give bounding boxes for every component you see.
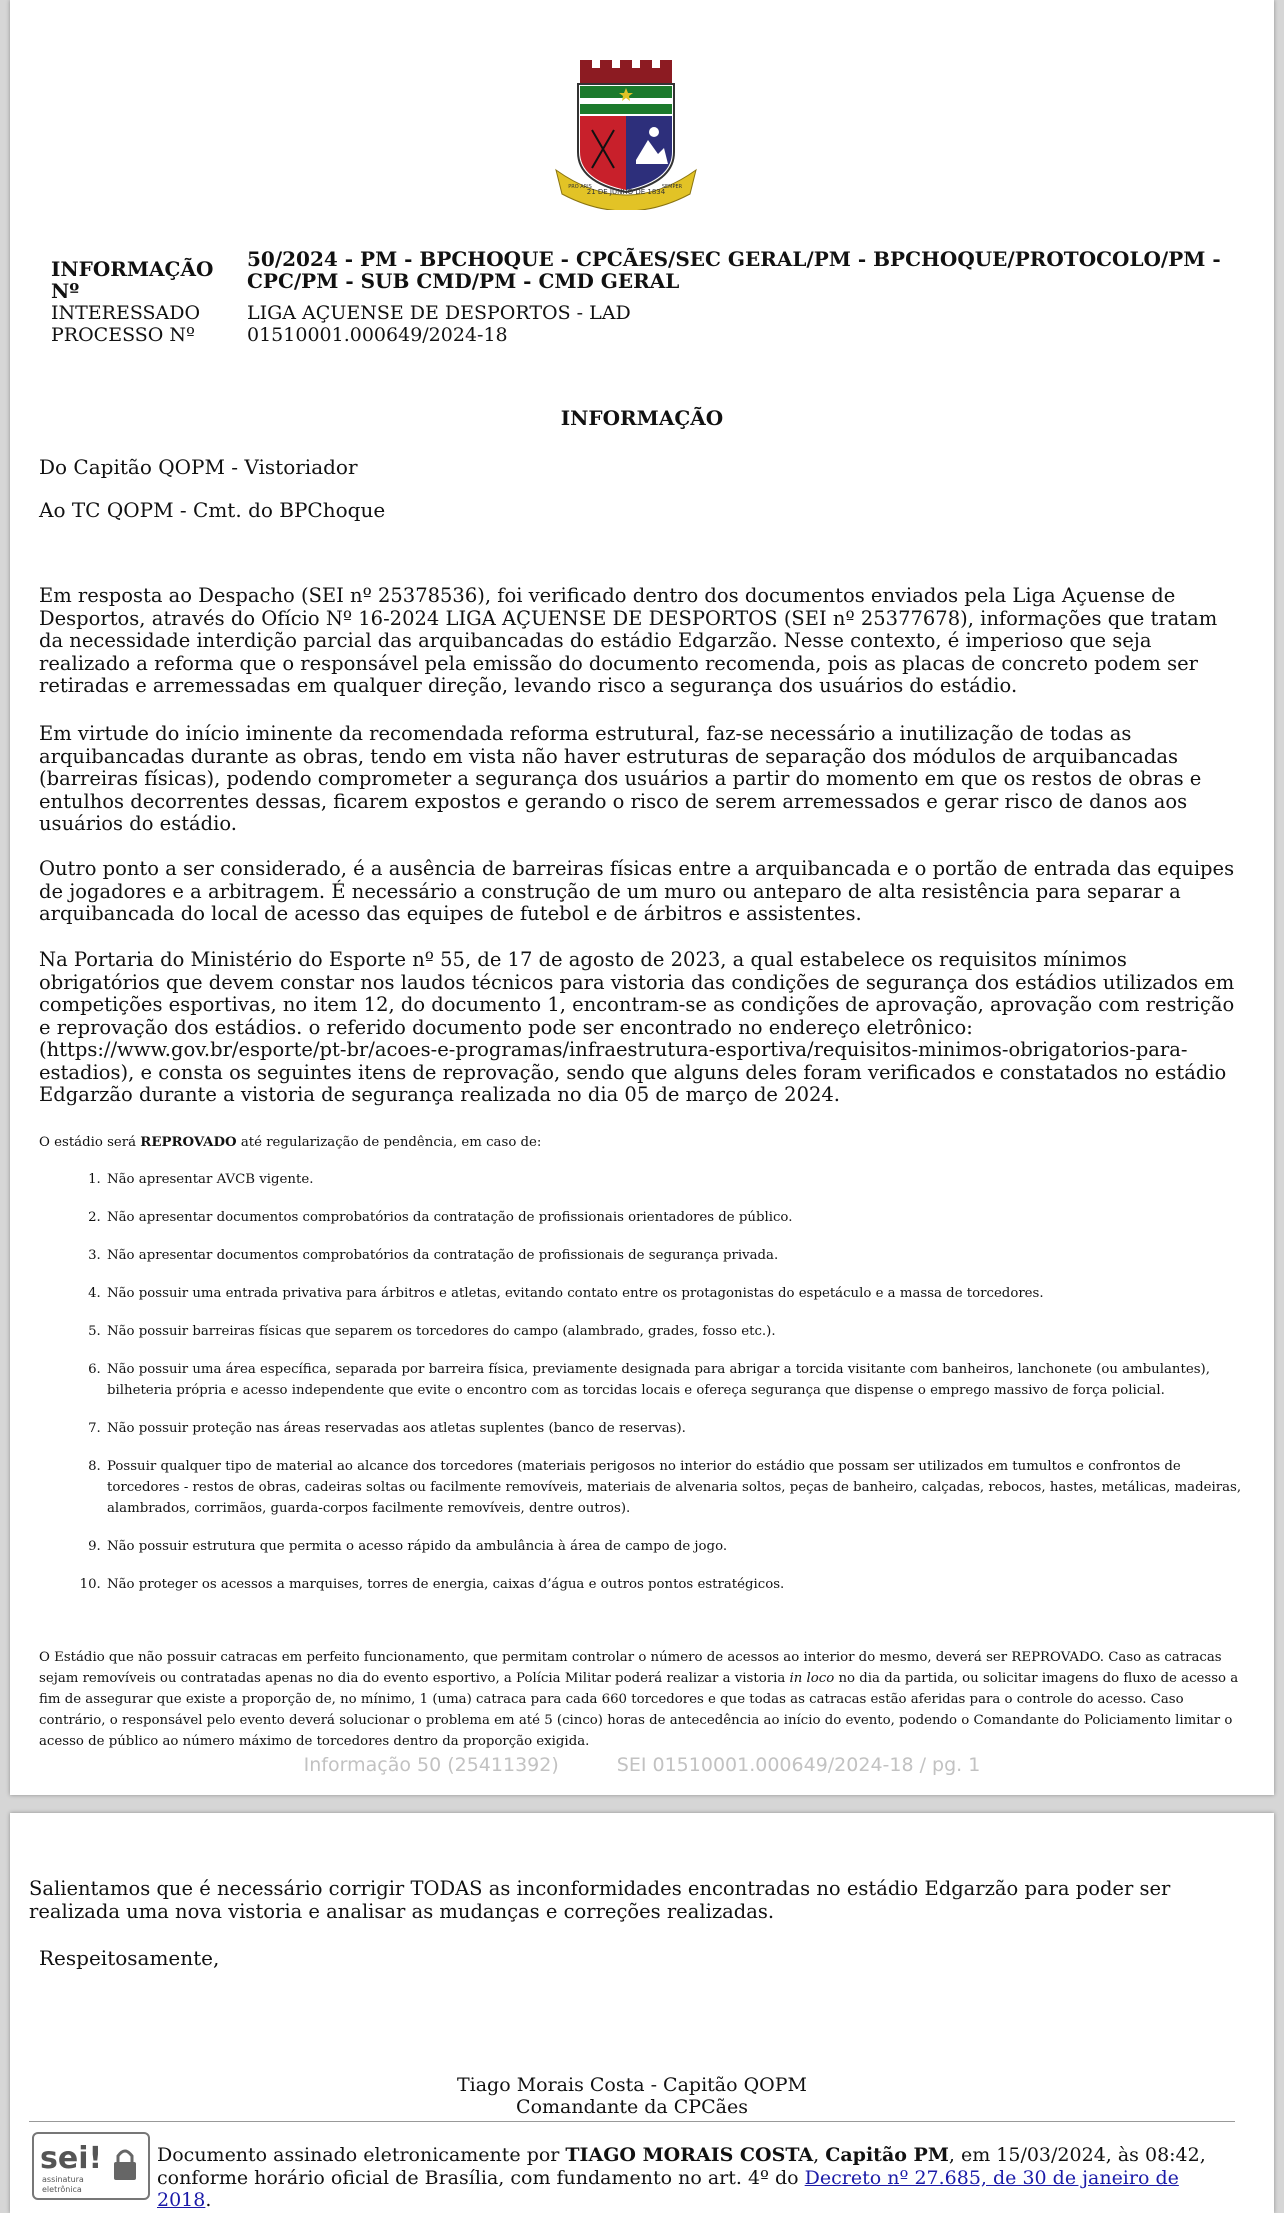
catracas-text: O Estádio que não possuir catracas em perfeito funcionamento, que permitam controlar o número de acessos ao interior do mesmo, deverá ser REPROVADO. Caso as catracas sejam removíveis ou contratadas apenas no dia do evento esportivo, a Polícia Militar poderá realizar a vistoria in loco no dia da partida, ou solicitar imagens do fluxo de acesso a fim de assegurar que existe a proporção de, no mínimo, 1 (uma) catraca para cada 660 torcedores e que todas as catracas estão aferidas para o controle do acesso. Caso contrário, o responsável pelo evento deverá solucionar o problema em até 5 (cinco) horas de antecedência ao início do evento, podendo o Comandante do Policiamento limitar o acesso de público ao número máximo de torcedores dentro da proporção exigida. bbox=[39, 1650, 1239, 1749]
sei-signature-logo bbox=[32, 2132, 150, 2200]
list-item: 3. Não apresentar documentos comprobatórios da contratação de profissionais de segurança privada. bbox=[105, 1245, 1245, 1266]
reprovado-word: REPROVADO bbox=[140, 1135, 237, 1150]
from-line: Do Capitão QOPM - Vistoriador bbox=[39, 455, 358, 479]
crest-ribbon-left: PRO ARIS bbox=[568, 184, 592, 190]
processo-label: PROCESSO Nº bbox=[51, 324, 195, 346]
to-line: Ao TC QOPM - Cmt. do BPChoque bbox=[39, 498, 386, 522]
paragraph-2-text: Em virtude do início iminente da recomendada reforma estrutural, faz-se necessário a inutilização de todas as arquibancadas durante as obras, tendo em vista não haver estruturas de separação dos módulos de arquibancadas (barreiras físicas), podendo comprometer a segurança dos usuários a partir do momento em que os restos de obras e entulhos decorrentes dessas, ficarem expostos e gerando o risco de serem arremessados e gerar risco de danos aos usuários do estádio. bbox=[39, 722, 1202, 835]
closing-paragraph bbox=[29, 1878, 1225, 1923]
closing-text: Salientamos que é necessário corrigir TODAS as inconformidades encontradas no estádio Edgarzão para poder ser realizada uma nova vistoria e analisar as mudanças e correções realizadas. bbox=[29, 1877, 1171, 1923]
paragraph-1 bbox=[39, 585, 1235, 698]
in-loco-italic: in loco bbox=[789, 1671, 835, 1686]
document-page-1 bbox=[10, 0, 1274, 1795]
signer-block bbox=[0, 2074, 1264, 2118]
regards-line: Respeitosamente, bbox=[39, 1946, 220, 1970]
list-item: 5. Não possuir barreiras físicas que separem os torcedores do campo (alambrado, grades, fosso etc.). bbox=[105, 1321, 1245, 1342]
info-number-line1: 50/2024 - PM - BPCHOQUE - CPCÃES/SEC GERAL/PM - BPCHOQUE/PROTOCOLO/PM - bbox=[247, 247, 1221, 271]
sei-logo-icon bbox=[34, 2134, 148, 2198]
interessado-row bbox=[51, 302, 1231, 324]
decree-link[interactable]: Decreto nº 27.685, de 30 de janeiro de 2018 bbox=[157, 2166, 1179, 2211]
reprovado-intro-text: O estádio será REPROVADO até regularização de pendência, em caso de: bbox=[39, 1135, 542, 1150]
document-metadata bbox=[51, 248, 1231, 346]
signer-bold-name: TIAGO MORAIS COSTA bbox=[565, 2144, 814, 2166]
footer-page-number: SEI 01510001.000649/2024-18 / pg. 1 bbox=[616, 1754, 981, 1776]
interessado-label: INTERESSADO bbox=[51, 302, 201, 324]
crest-ribbon-right: SEMPER bbox=[661, 184, 683, 190]
list-item: 8. Possuir qualquer tipo de material ao alcance dos torcedores (materiais perigosos no interior do estádio que possam ser utilizados em tumultos e confrontos de torcedores - restos de obras, cadeiras soltas ou facilmente removíveis, materiais de alvenaria soltos, peças de banheiro, calçadas, rebocos, hastes, metálicas, madeiras, alambrados, corrimãos, guarda-corpos facilmente removíveis, dentre outros). bbox=[105, 1456, 1245, 1519]
reprovacao-list bbox=[39, 1169, 1245, 1612]
paragraph-4 bbox=[39, 949, 1235, 1107]
list-item: 1. Não apresentar AVCB vigente. bbox=[105, 1169, 1245, 1190]
reprovado-intro bbox=[39, 1132, 1245, 1153]
coat-of-arms-icon bbox=[550, 60, 702, 210]
info-number-row bbox=[51, 248, 1231, 302]
list-item: 2. Não apresentar documentos comprobatórios da contratação de profissionais orientadores de público. bbox=[105, 1207, 1245, 1228]
list-item: 10. Não proteger os acessos a marquises, torres de energia, caixas d’água e outros pontos estratégicos. bbox=[105, 1574, 1245, 1595]
processo-value: 01510001.000649/2024-18 bbox=[247, 324, 508, 346]
info-number-label: INFORMAÇÃO Nº bbox=[51, 257, 214, 303]
crest-ribbon-text: 21 DE JUNHO DE 1834 bbox=[586, 188, 666, 196]
signer-bold-rank: Capitão PM bbox=[825, 2144, 949, 2166]
signer-name: Tiago Morais Costa - Capitão QOPM bbox=[456, 2074, 807, 2096]
signer-role: Comandante da CPCães bbox=[516, 2096, 748, 2118]
document-title: INFORMAÇÃO bbox=[560, 406, 724, 430]
page-footer bbox=[10, 1754, 1274, 1776]
paragraph-2 bbox=[39, 723, 1235, 836]
list-item: 6. Não possuir uma área específica, separada por barreira física, previamente designada para abrigar a torcida visitante com banheiros, lanchonete (ou ambulantes), bilheteria própria e acesso independente que evite o encontro com as torcidas locais e ofereça segurança que dispense o emprego massivo de força policial. bbox=[105, 1359, 1245, 1401]
paragraph-3-text: Outro ponto a ser considerado, é a ausência de barreiras físicas entre a arquibancada e o portão de entrada das equipes de jogadores e a arbitragem. É necessário a construção de um muro ou anteparo de alta resistência para separar a arquibancada do local de acesso das equipes de futebol e de árbitros e assistentes. bbox=[39, 857, 1235, 925]
list-item: 4. Não possuir uma entrada privativa para árbitros e atletas, evitando contato entre os protagonistas do espetáculo e a massa de torcedores. bbox=[105, 1283, 1245, 1304]
sei-logo-sub2: eletrônica bbox=[42, 2185, 82, 2194]
paragraph-3 bbox=[39, 858, 1235, 926]
info-number-line2: CPC/PM - SUB CMD/PM - CMD GERAL bbox=[247, 269, 680, 293]
list-item: 9. Não possuir estrutura que permita o acesso rápido da ambulância à área de campo de jogo. bbox=[105, 1536, 1245, 1557]
interessado-value: LIGA AÇUENSE DE DESPORTOS - LAD bbox=[247, 302, 631, 324]
paragraph-4-text: Na Portaria do Ministério do Esporte nº 55, de 17 de agosto de 2023, a qual estabelece os requisitos mínimos obrigatórios que devem constar nos laudos técnicos para vistoria das condições de segurança dos estádios utilizados em competições esportivas, no item 12, do documento 1, encontram-se as condições de aprovação, aprovação com restrição e reprovação dos estádios. o referido documento pode ser encontrado no endereço eletrônico: (https://www.gov.br/esporte/pt-br/acoes-e-programas/infraestrutura-esportiva/requisitos-minimos-obrigatorios-para-estadios), e consta os seguintes itens de reprovação, sendo que alguns deles foram verificados e constatados no estádio Edgarzão durante a vistoria de segurança realizada no dia 05 de março de 2024. bbox=[39, 948, 1235, 1106]
sei-logo-text: sei! bbox=[40, 2141, 103, 2176]
catracas-paragraph bbox=[39, 1647, 1245, 1752]
sei-logo-sub1: assinatura bbox=[42, 2175, 84, 2184]
info-number-value bbox=[247, 248, 1231, 302]
footer-document-id: Informação 50 (25411392) bbox=[303, 1754, 559, 1776]
signature-divider bbox=[29, 2121, 1235, 2122]
processo-row bbox=[51, 324, 1231, 346]
signature-statement: Documento assinado eletronicamente por TIAGO MORAIS COSTA, Capitão PM, em 15/03/2024, às 08:42, conforme horário oficial de Brasília, com fundamento no art. 4º do Decreto nº 27.685, de 30 de janeiro de 2018. bbox=[157, 2144, 1206, 2211]
paragraph-1-text: Em resposta ao Despacho (SEI nº 25378536), foi verificado dentro dos documentos enviados pela Liga Açuense de Desportos, através do Ofício Nº 16-2024 LIGA AÇUENSE DE DESPORTOS (SEI nº 25377678), informações que tratam da necessidade interdição parcial das arquibancadas do estádio Edgarzão. Nesse contexto, é imperioso que seja realizado a reforma que o responsável pela emissão do documento recomenda, pois as placas de concreto podem ser retiradas e arremessadas em qualquer direção, levando risco a segurança dos usuários do estádio. bbox=[39, 584, 1218, 697]
list-item: 7. Não possuir proteção nas áreas reservadas aos atletas suplentes (banco de reservas). bbox=[105, 1418, 1245, 1439]
